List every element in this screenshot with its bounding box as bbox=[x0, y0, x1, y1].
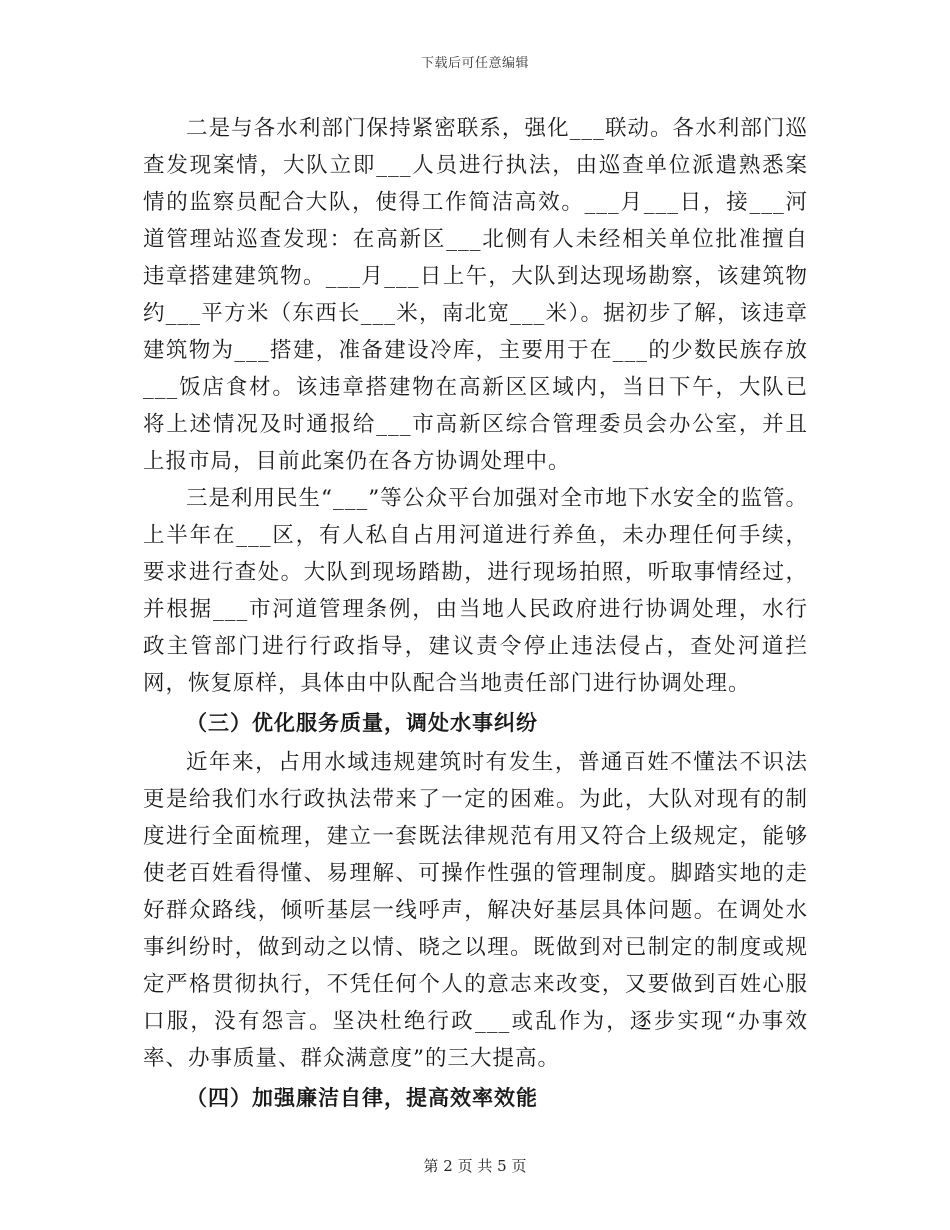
section-heading-3: （三）优化服务质量，调处水事纠纷 bbox=[186, 710, 538, 735]
paragraph-three: 三是利用民生“___”等公众平台加强对全市地下水安全的监管。上半年在___区，有人私自占用河道进行养鱼，未办理任何手续，要求进行查处。大队到现场踏勘，进行现场拍照，听取事情经过，并根据___市河道管理条例，由当地人民政府进行协调处理，水行政主管部门进行行政指导，建议责令停止违法侵占，查处河道拦网，恢复原样，具体由中队配合当地责任部门进行协调处理。 bbox=[143, 486, 808, 696]
page-header: 下载后可任意编辑 bbox=[420, 56, 529, 71]
paragraph-two: 二是与各水利部门保持紧密联系，强化___联动。各水利部门巡查发现案情，大队立即___人员进行执法，由巡查单位派遣熟悉案情的监察员配合大队，使得工作简洁高效。___月___日，接___河道管理站巡查发现：在高新区___北侧有人未经相关单位批准擅自违章搭建建筑物。___月___日上午，大队到达现场勘察，该建筑物约___平方米（东西长___米，南北宽___米）。据初步了解，该违章建筑物为___搭建，准备建设冷库，主要用于在___的少数民族存放___饭店食材。该违章搭建物在高新区区域内，当日下午，大队已将上述情况及时通报给___市高新区综合管理委员会办公室，并且上报市局，目前此案仍在各方协调处理中。 bbox=[143, 116, 808, 474]
paragraph-section-3: 近年来，占用水域违规建筑时有发生，普通百姓不懂法不识法更是给我们水行政执法带来了一定的困难。为此，大队对现有的制度进行全面梳理，建立一套既法律规范有用又符合上级规定，能够使老百姓看得懂、易理解、可操作性强的管理制度。脚踏实地的走好群众路线，倾听基层一线呼声，解决好基层具体问题。在调处水事纠纷时，做到动之以情、晓之以理。既做到对已制定的制度或规定严格贯彻执行，不凭任何个人的意志来改变，又要做到百姓心服口服，没有怨言。坚决杜绝行政___或乱作为，逐步实现“办事效率、办事质量、群众满意度”的三大提高。 bbox=[143, 750, 808, 1071]
section-heading-4: （四）加强廉洁自律，提高效率效能 bbox=[186, 1085, 538, 1110]
document-body bbox=[143, 110, 808, 1119]
page-footer: 第 2 页 共 5 页 bbox=[423, 1157, 527, 1175]
